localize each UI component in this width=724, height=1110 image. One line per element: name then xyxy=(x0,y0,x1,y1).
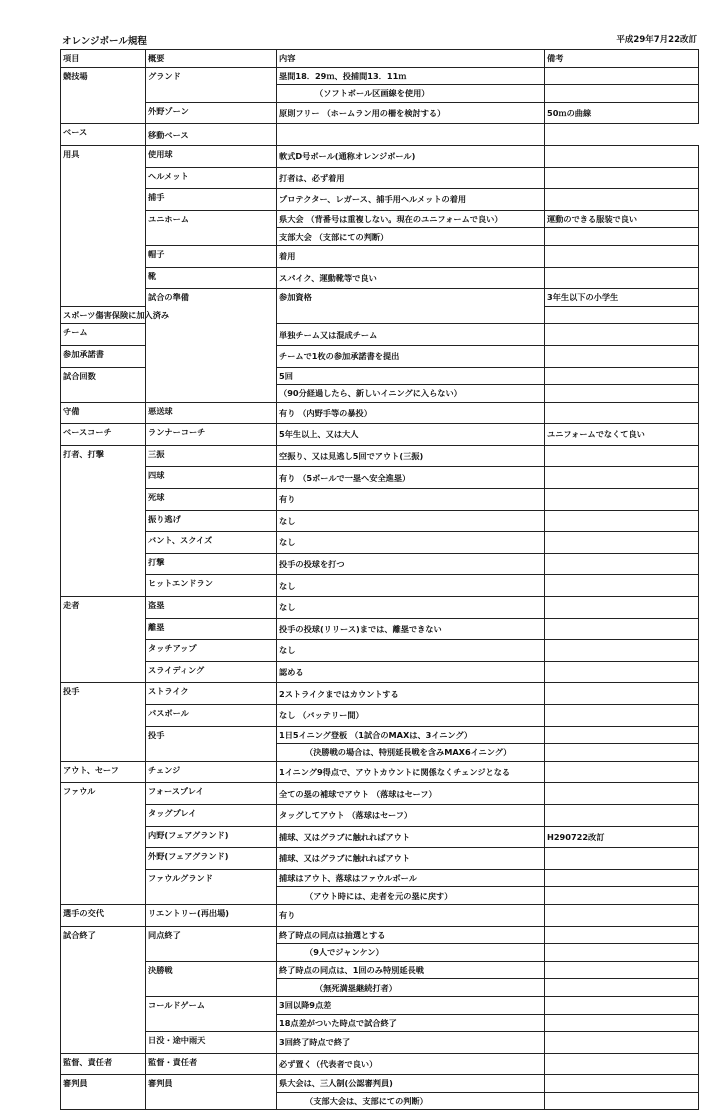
row-content: 有り （内野手等の暴投） xyxy=(277,402,545,424)
row-content: 着用 xyxy=(277,245,545,267)
row-note: H290722改訂 xyxy=(545,826,699,848)
row-content: 打者は、必ず着用 xyxy=(277,167,545,189)
row-summary: チーム xyxy=(61,324,146,346)
row-note xyxy=(545,597,699,619)
row-content: プロテクター、レガース、捕手用ヘルメットの着用 xyxy=(277,189,545,211)
table-row xyxy=(61,489,699,511)
row-note xyxy=(545,761,699,783)
header-item: 項目 xyxy=(61,50,146,68)
rules-table xyxy=(60,49,699,1110)
table-row xyxy=(61,1032,699,1054)
row-summary: 試合回数 xyxy=(61,367,146,402)
row-content: 有り （5ボールで一塁へ安全進塁） xyxy=(277,467,545,489)
row-content: 全ての塁の補球でアウト （落球はセーフ） xyxy=(277,783,545,805)
row-content: 18点差がついた時点で試合終了 xyxy=(277,1014,545,1032)
row-summary: バント、スクイズ xyxy=(146,532,277,554)
row-summary: 外野(フェアグランド) xyxy=(146,848,277,870)
table-row xyxy=(61,926,699,944)
row-note xyxy=(545,944,699,962)
row-summary: 打撃 xyxy=(146,553,277,575)
row-summary: 使用球 xyxy=(146,145,277,167)
row-content: 必ず置く（代表者で良い） xyxy=(277,1053,545,1075)
row-content: なし xyxy=(277,640,545,662)
row-summary: 内野(フェアグランド) xyxy=(146,826,277,848)
table-row xyxy=(61,961,699,979)
document-title: オレンジボール規程 xyxy=(62,36,147,47)
row-summary: スライディング xyxy=(146,661,277,683)
table-row xyxy=(61,996,699,1014)
row-note xyxy=(545,1075,699,1093)
table-row xyxy=(61,705,699,727)
row-content: チームで1枚の参加承諾書を提出 xyxy=(277,345,545,367)
row-note xyxy=(545,553,699,575)
row-note xyxy=(545,267,699,289)
table-row xyxy=(61,848,699,870)
row-summary: 帽子 xyxy=(146,245,277,267)
revision-date: 平成29年7月22改訂 xyxy=(616,35,697,45)
row-content: （アウト時には、走者を元の塁に戻す） xyxy=(277,887,545,905)
row-summary: グランド xyxy=(146,67,277,102)
row-summary: ベース xyxy=(61,124,146,146)
row-summary: 盗塁 xyxy=(146,597,277,619)
table-row xyxy=(61,826,699,848)
row-category: 試合終了 xyxy=(61,926,146,1053)
row-note xyxy=(545,85,699,103)
row-category: 選手の交代 xyxy=(61,904,146,926)
row-summary: タッチアップ xyxy=(146,640,277,662)
row-note xyxy=(545,324,699,346)
row-content: スポーツ傷害保険に加入済み xyxy=(61,306,146,324)
row-content: 2ストライクまではカウントする xyxy=(277,683,545,705)
table-row xyxy=(61,67,699,85)
row-category: アウト、セーフ xyxy=(61,761,146,783)
table-row xyxy=(61,532,699,554)
row-note xyxy=(545,345,699,367)
row-content: 有り xyxy=(277,489,545,511)
row-note xyxy=(545,445,699,467)
table-row xyxy=(61,869,699,887)
table-row xyxy=(61,189,699,211)
header-content: 内容 xyxy=(277,50,545,68)
row-note xyxy=(545,904,699,926)
row-note xyxy=(545,189,699,211)
row-note xyxy=(545,167,699,189)
row-content: （9人でジャンケン） xyxy=(277,944,545,962)
table-row xyxy=(61,804,699,826)
table-row xyxy=(61,640,699,662)
row-summary: 捕手 xyxy=(146,189,277,211)
row-content: （無死満塁継続打者） xyxy=(277,979,545,997)
table-row xyxy=(61,1075,699,1093)
row-note xyxy=(545,1092,699,1110)
row-note xyxy=(545,306,699,324)
row-category: 守備 xyxy=(61,402,146,424)
row-content: なし xyxy=(277,597,545,619)
row-content: 1日5イニング登板 （1試合のMAXは、3イニング） xyxy=(277,726,545,744)
row-content: 県大会 （背番号は重複しない。現在のユニフォームで良い） xyxy=(277,210,545,228)
table-row xyxy=(61,661,699,683)
row-note: 50ｍの曲線 xyxy=(545,102,699,124)
row-note xyxy=(545,1014,699,1032)
row-note xyxy=(545,640,699,662)
row-note xyxy=(545,367,699,385)
row-summary: 同点終了 xyxy=(146,926,277,961)
table-row xyxy=(61,267,699,289)
table-row xyxy=(61,553,699,575)
row-category: 投手 xyxy=(61,683,146,761)
table-row xyxy=(61,510,699,532)
table-row xyxy=(61,904,699,926)
row-content: 3年生以下の小学生 xyxy=(545,289,699,307)
row-note xyxy=(545,869,699,887)
row-summary: 振り逃げ xyxy=(146,510,277,532)
row-content: 3回終了時点で終了 xyxy=(277,1032,545,1054)
row-content: 支部大会 （支部にての判断） xyxy=(277,228,545,246)
table-row xyxy=(61,597,699,619)
row-content: （支部大会は、支部にての判断） xyxy=(277,1092,545,1110)
row-content: 終了時点の同点は、1回のみ特別延長戦 xyxy=(277,961,545,979)
row-content: 投手の投球(リリース)までは、離塁できない xyxy=(277,618,545,640)
row-content: 軟式D号ボール(通称オレンジボール) xyxy=(277,145,545,167)
row-note xyxy=(545,804,699,826)
row-category: 競技場 xyxy=(61,67,146,124)
row-summary: ファウルグランド xyxy=(146,869,277,904)
table-row xyxy=(61,424,699,446)
row-note xyxy=(545,705,699,727)
row-content: 移動ベース xyxy=(146,124,277,146)
row-content: 捕球はアウト、落球はファウルボール xyxy=(277,869,545,887)
row-content: 1イニング9得点で、アウトカウントに関係なくチェンジとなる xyxy=(277,761,545,783)
row-note xyxy=(545,848,699,870)
row-summary: 参加承諾書 xyxy=(61,345,146,367)
table-row xyxy=(61,618,699,640)
row-content: 投手の投球を打つ xyxy=(277,553,545,575)
row-note xyxy=(545,532,699,554)
table-row xyxy=(61,683,699,705)
table-row xyxy=(61,445,699,467)
row-category: ファウル xyxy=(61,783,146,905)
row-content: 終了時点の同点は抽選とする xyxy=(277,926,545,944)
row-content: 県大会は、三人制(公認審判員) xyxy=(277,1075,545,1093)
row-category: 監督、責任者 xyxy=(61,1053,146,1075)
row-summary: ヒットエンドラン xyxy=(146,575,277,597)
row-category: 審判員 xyxy=(61,1075,146,1110)
header-notes: 備考 xyxy=(545,50,699,68)
row-note xyxy=(545,618,699,640)
row-content: 単独チーム又は混成チーム xyxy=(277,324,545,346)
row-note xyxy=(545,402,699,424)
row-summary: ランナーコーチ xyxy=(146,424,277,446)
row-content: 空振り、又は見逃し5回でアウト(三振) xyxy=(277,445,545,467)
row-note xyxy=(545,510,699,532)
row-note xyxy=(545,783,699,805)
row-summary: リエントリー(再出場) xyxy=(146,904,277,926)
row-summary: ヘルメット xyxy=(146,167,277,189)
row-summary: パスボール xyxy=(146,705,277,727)
row-note xyxy=(545,1032,699,1054)
row-summary: 悪送球 xyxy=(146,402,277,424)
row-content: 5年生以上、又は大人 xyxy=(277,424,545,446)
row-summary: チェンジ xyxy=(146,761,277,783)
header-summary: 概要 xyxy=(146,50,277,68)
row-note xyxy=(545,726,699,744)
row-content: 捕球、又はグラブに触れればアウト xyxy=(277,848,545,870)
row-summary: 投手 xyxy=(146,726,277,761)
row-note xyxy=(545,228,699,246)
row-summary: タッグプレイ xyxy=(146,804,277,826)
table-row xyxy=(61,467,699,489)
row-summary: 審判員 xyxy=(146,1075,277,1110)
row-note xyxy=(545,979,699,997)
row-note xyxy=(545,467,699,489)
row-content: 5回 xyxy=(277,367,545,385)
row-content: スパイク、運動靴等で良い xyxy=(277,267,545,289)
row-content: 有り xyxy=(277,904,545,926)
row-content: 塁間18．29ｍ、投捕間13．11ｍ xyxy=(277,67,545,85)
row-content: なし （バッテリー間） xyxy=(277,705,545,727)
row-note xyxy=(545,145,699,167)
table-row xyxy=(61,102,699,124)
row-summary: 参加資格 xyxy=(277,289,545,324)
row-summary: 離塁 xyxy=(146,618,277,640)
row-category: 打者、打撃 xyxy=(61,445,146,596)
table-row xyxy=(61,145,699,167)
row-summary: 死球 xyxy=(146,489,277,511)
row-summary: フォースプレイ xyxy=(146,783,277,805)
row-content: なし xyxy=(277,510,545,532)
row-summary: 三振 xyxy=(146,445,277,467)
row-note: ユニフォームでなくて良い xyxy=(545,424,699,446)
row-summary: 外野ゾーン xyxy=(146,102,277,124)
row-content: なし xyxy=(277,575,545,597)
row-note xyxy=(545,887,699,905)
table-row xyxy=(61,1053,699,1075)
table-row xyxy=(61,245,699,267)
row-note xyxy=(545,1053,699,1075)
row-note xyxy=(545,926,699,944)
table-row xyxy=(61,402,699,424)
row-content: タッグしてアウト （落球はセーフ） xyxy=(277,804,545,826)
row-note xyxy=(545,385,699,403)
row-content: 原則フリー （ホームラン用の柵を検討する） xyxy=(277,102,545,124)
row-category: 走者 xyxy=(61,597,146,683)
table-row xyxy=(61,289,699,307)
row-note xyxy=(545,996,699,1014)
row-content: （ソフトボール区画線を使用） xyxy=(277,85,545,103)
table-row xyxy=(61,124,699,146)
row-category: ベースコーチ xyxy=(61,424,146,446)
row-content: 認める xyxy=(277,661,545,683)
table-row xyxy=(61,761,699,783)
row-note xyxy=(545,683,699,705)
row-summary: 靴 xyxy=(146,267,277,289)
row-note xyxy=(545,961,699,979)
row-note xyxy=(277,124,545,146)
row-content: 3回以降9点差 xyxy=(277,996,545,1014)
row-summary: 日没・途中雨天 xyxy=(146,1032,277,1054)
table-row xyxy=(61,210,699,228)
row-category: 用具 xyxy=(61,145,146,306)
row-summary: 監督・責任者 xyxy=(146,1053,277,1075)
row-note xyxy=(545,489,699,511)
row-summary: ユニホーム xyxy=(146,210,277,245)
row-content: （90分経過したら、新しいイニングに入らない） xyxy=(277,385,545,403)
table-row xyxy=(61,167,699,189)
row-summary: コールドゲーム xyxy=(146,996,277,1031)
row-content: なし xyxy=(277,532,545,554)
row-note xyxy=(545,67,699,85)
row-summary: ストライク xyxy=(146,683,277,705)
table-row xyxy=(61,575,699,597)
table-row xyxy=(61,783,699,805)
table-row xyxy=(61,726,699,744)
row-content: （決勝戦の場合は、特別延長戦を含みMAX6イニング） xyxy=(277,744,545,762)
row-category: 試合の準備 xyxy=(146,289,277,403)
row-summary: 四球 xyxy=(146,467,277,489)
row-note xyxy=(545,575,699,597)
row-note xyxy=(545,245,699,267)
row-note xyxy=(545,661,699,683)
row-note: 運動のできる服装で良い xyxy=(545,210,699,228)
row-note xyxy=(545,744,699,762)
row-content: 捕球、又はグラブに触れればアウト xyxy=(277,826,545,848)
table-header-row xyxy=(61,50,699,68)
row-summary: 決勝戦 xyxy=(146,961,277,996)
